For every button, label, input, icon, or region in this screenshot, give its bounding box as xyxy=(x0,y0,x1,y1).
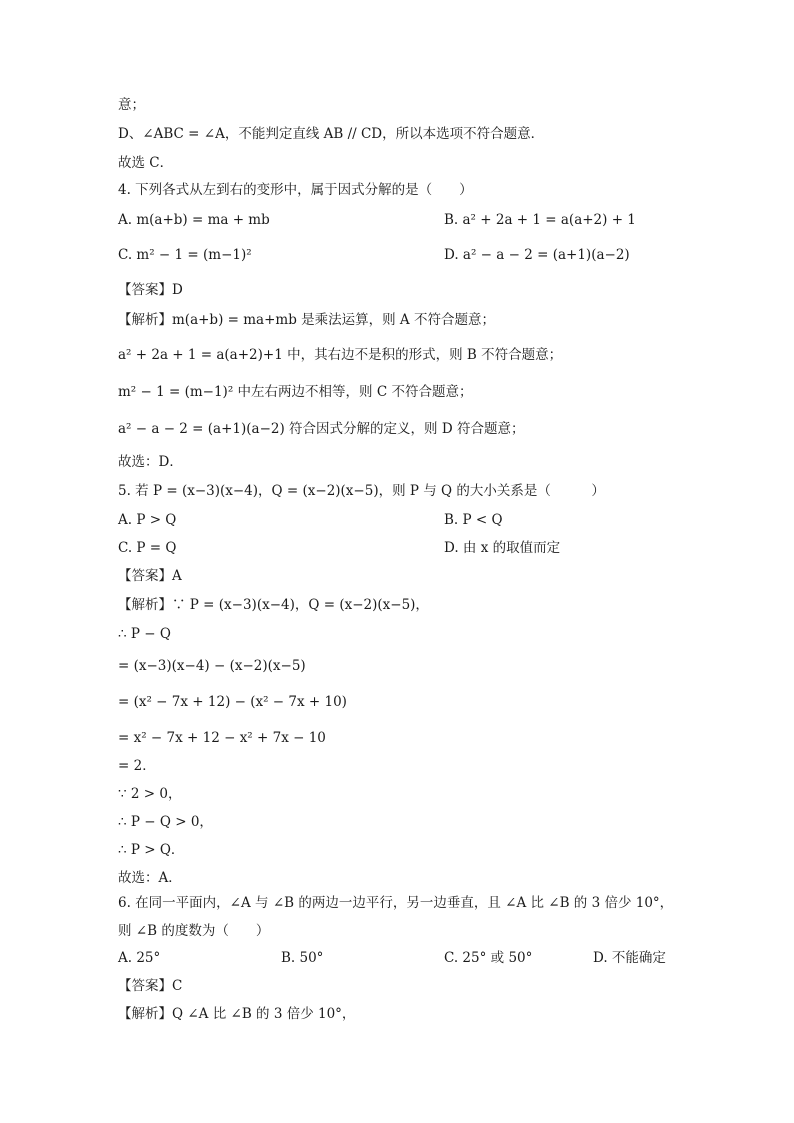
q5-option-d: D. 由 x 的取值而定 xyxy=(444,540,561,556)
q5-conclusion: 故选：A． xyxy=(118,870,182,886)
q4-conclusion: 故选：D． xyxy=(118,454,183,470)
q5-analysis: 【解析】∵ P = (x−3)(x−4)，Q = (x−2)(x−5)， xyxy=(118,597,429,613)
q5-analysis: = 2． xyxy=(118,758,156,774)
q5-analysis: = (x−3)(x−4) − (x−2)(x−5) xyxy=(118,658,306,674)
text-line: 意； xyxy=(118,97,145,113)
q4-option-a: A. m(a+b) = ma + mb xyxy=(118,212,270,228)
q4-option-d: D. a² − a − 2 = (a+1)(a−2) xyxy=(444,247,630,263)
q6-analysis: 【解析】Q ∠A 比 ∠B 的 3 倍少 10°， xyxy=(118,1006,356,1022)
q5-option-c: C. P = Q xyxy=(118,540,177,556)
q5-answer: 【答案】A xyxy=(118,568,182,584)
q4-answer: 【答案】D xyxy=(118,282,183,298)
q6-option-b: B. 50° xyxy=(281,950,324,966)
q5-analysis: = x² − 7x + 12 − x² + 7x − 10 xyxy=(118,730,326,746)
q6-answer: 【答案】C xyxy=(118,978,183,994)
q6-option-a: A. 25° xyxy=(118,950,161,966)
q5-analysis: ∵ 2 > 0， xyxy=(118,786,182,802)
question-6-stem: 6. 在同一平面内，∠A 与 ∠B 的两边一边平行，另一边垂直，且 ∠A 比 ∠B 的 3 倍少 10°， xyxy=(118,895,674,911)
question-4-stem: 4. 下列各式从左到右的变形中，属于因式分解的是（ ） xyxy=(118,182,473,198)
question-5-stem: 5. 若 P = (x−3)(x−4)，Q = (x−2)(x−5)，则 P 与 Q 的大小关系是（ ） xyxy=(118,483,605,499)
q4-analysis: m² − 1 = (m−1)² 中左右两边不相等，则 C 不符合题意； xyxy=(118,384,473,400)
q6-option-d: D. 不能确定 xyxy=(593,950,666,966)
q5-analysis: = (x² − 7x + 12) − (x² − 7x + 10) xyxy=(118,694,347,710)
q4-analysis: a² − a − 2 = (a+1)(a−2) 符合因式分解的定义，则 D 符合题意； xyxy=(118,421,525,437)
q4-analysis: a² + 2a + 1 = a(a+2)+1 中，其右边不是积的形式，则 B 不符合题意； xyxy=(118,347,563,363)
q4-option-b: B. a² + 2a + 1 = a(a+2) + 1 xyxy=(444,212,636,228)
q4-option-c: C. m² − 1 = (m−1)² xyxy=(118,247,252,263)
text-line: 故选 C． xyxy=(118,155,174,171)
q6-option-c: C. 25° 或 50° xyxy=(444,950,533,966)
q5-analysis: ∴ P − Q > 0， xyxy=(118,814,213,830)
text-line: D、∠ABC = ∠A，不能判定直线 AB // CD，所以本选项不符合题意． xyxy=(118,126,545,142)
question-6-stem: 则 ∠B 的度数为（ ） xyxy=(118,923,270,939)
q4-analysis: 【解析】m(a+b) = ma+mb 是乘法运算，则 A 不符合题意； xyxy=(118,312,495,328)
q5-option-b: B. P < Q xyxy=(444,512,503,528)
q5-analysis: ∴ P > Q． xyxy=(118,842,185,858)
q5-analysis: ∴ P − Q xyxy=(118,626,171,642)
q5-option-a: A. P > Q xyxy=(118,512,177,528)
